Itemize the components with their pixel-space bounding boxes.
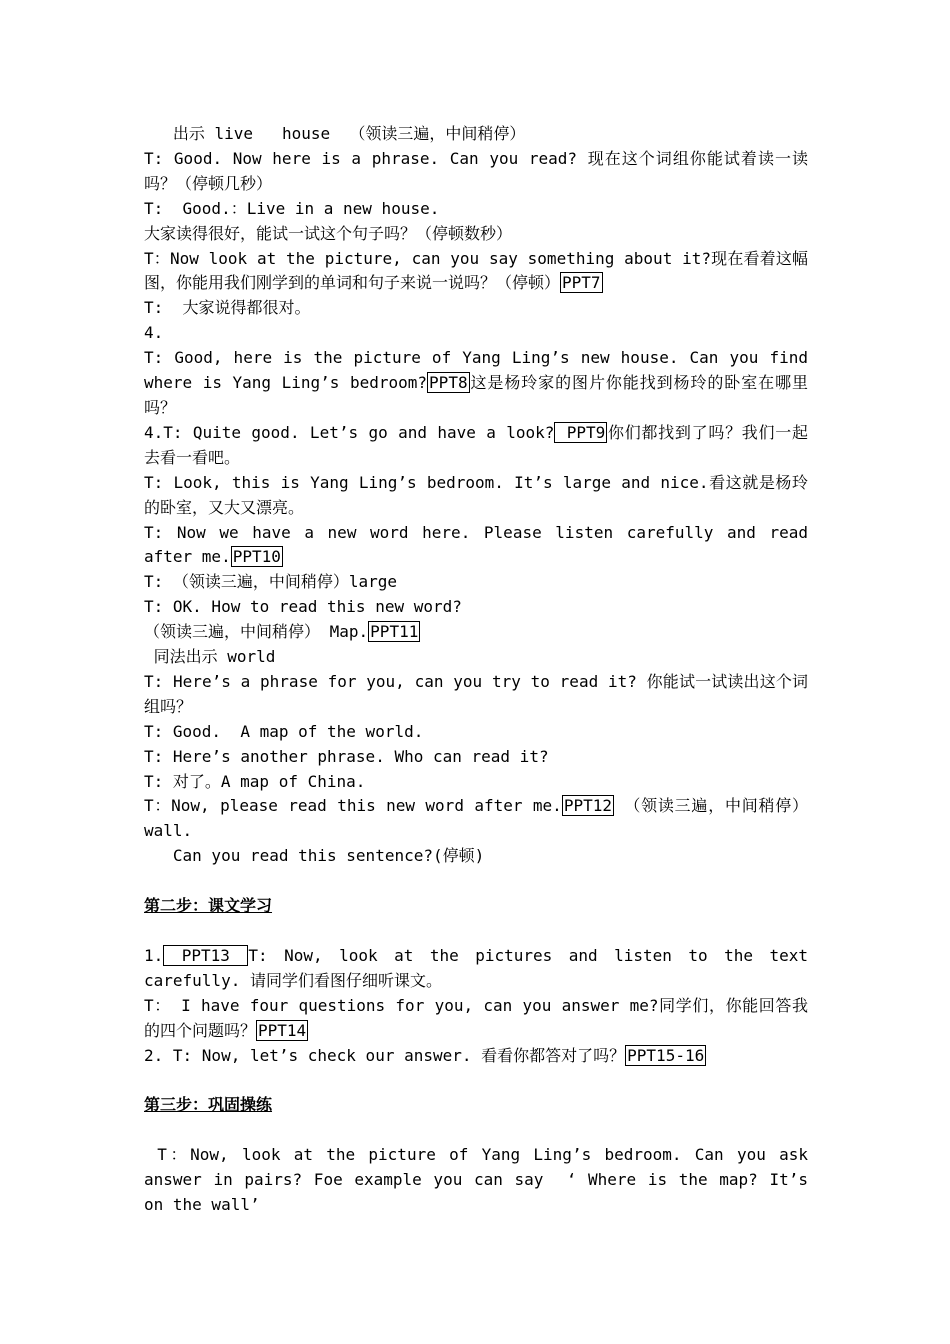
line-find-bedroom-cn: 这是杨玲家的图片你能找到杨玲的卧室在哪里吗？: [144, 373, 808, 417]
line-look-picture: [144, 247, 808, 297]
line-look-picture-text: T：Now look at the picture, can you say something about it?现在看着这幅图，你能用我们刚学到的单词和句子来说一说吗？（停顿）: [144, 248, 808, 293]
ppt10-box: PPT10: [232, 547, 281, 567]
line-find-bedroom: [144, 346, 808, 421]
line-read-sentence: Can you read this sentence?(停顿): [144, 846, 485, 866]
ppt15-16-box: PPT15-16: [627, 1045, 705, 1065]
line-listen-text: [144, 944, 808, 994]
line-live-in-new-house: T: Good.：Live in a new house.: [144, 198, 440, 218]
line-map-of-china: T: 对了。A map of China.: [144, 771, 366, 791]
heading-step-three: 第三步：巩固操练: [144, 1095, 273, 1115]
line-check-answer: [144, 1044, 808, 1069]
line-map: [144, 620, 808, 645]
line-ask-answer-pairs: T：Now, look at the picture of Yang Ling’s bedroom. Can you ask answer in pairs? Foe example you can say ‘ Where is the map? It’s on the wall’: [144, 1145, 818, 1214]
line-another-phrase: T: Here’s another phrase. Who can read it?: [144, 746, 549, 766]
line-wall: [144, 794, 808, 844]
line-try-sentence: 大家读得很好，能试一试这个句子吗？（停顿数秒）: [144, 223, 513, 243]
ppt13-box: PPT13: [165, 945, 247, 965]
line-large: T: （领读三遍，中间稍停）large: [144, 572, 398, 592]
ppt11-box: PPT11: [370, 622, 419, 642]
line-new-word: [144, 521, 808, 571]
line-new-word-text: T: Now we have a new word here. Please listen carefully and read after me.: [144, 522, 808, 567]
line-phrase-read: T: Good. Now here is a phrase. Can you read? 现在这个词组你能试着读一读吗？（停顿几秒）: [144, 148, 808, 193]
line-four-questions: [144, 994, 808, 1044]
line-phrase-for-you: T: Here’s a phrase for you, can you try to read it? 你能试一试读出这个词组吗？: [144, 671, 808, 716]
line-listen-text-body: T: Now, look at the pictures and listen to the text carefully. 请同学们看图仔细听课文。: [144, 945, 808, 990]
line-map-text: （领读三遍，中间稍停） Map.: [144, 622, 369, 642]
line-map-of-world: T: Good. A map of the world.: [144, 721, 424, 741]
heading-step-two: 第二步：课文学习: [144, 896, 273, 916]
line-show-live-house: 出示 live house （领读三遍，中间稍停）: [144, 124, 526, 143]
line-listen-text-num: 1.: [144, 945, 164, 965]
line-have-a-look-cn: 你们都找到了吗？我们一起去看一看吧。: [144, 422, 808, 467]
line-four-questions-text: T： I have four questions for you, can you answer me?同学们，你能回答我的四个问题吗？: [144, 995, 808, 1040]
ppt9-box: PPT9: [556, 422, 606, 442]
line-have-a-look-text: 4.T: Quite good. Let’s go and have a look?: [144, 422, 555, 442]
ppt8-box: PPT8: [429, 373, 468, 393]
line-have-a-look: [144, 421, 808, 471]
line-find-bedroom-text: T: Good, here is the picture of Yang Ling’s new house. Can you find where is Yang Ling’s bedroom?: [144, 348, 808, 393]
line-all-correct: T: 大家说得都很对。: [144, 298, 311, 318]
ppt12-box: PPT12: [563, 796, 612, 816]
line-wall-cn: （领读三遍，中间稍停）wall.: [144, 796, 808, 841]
line-wall-text: T：Now, please read this new word after me.: [144, 796, 562, 816]
ppt14-box: PPT14: [258, 1020, 307, 1040]
line-bedroom-large: T: Look, this is Yang Ling’s bedroom. It’s large and nice.看这就是杨玲的卧室，又大又漂亮。: [144, 472, 808, 517]
line-how-to-read: T: OK. How to read this new word?: [144, 597, 462, 617]
line-world: 同法出示 world: [144, 647, 276, 667]
ppt7-box: PPT7: [562, 273, 601, 293]
document-page: [144, 122, 818, 1218]
line-check-answer-text: 2. T: Now, let’s check our answer. 看看你都答对了吗？: [144, 1045, 626, 1065]
line-number-4: 4.: [144, 323, 164, 343]
